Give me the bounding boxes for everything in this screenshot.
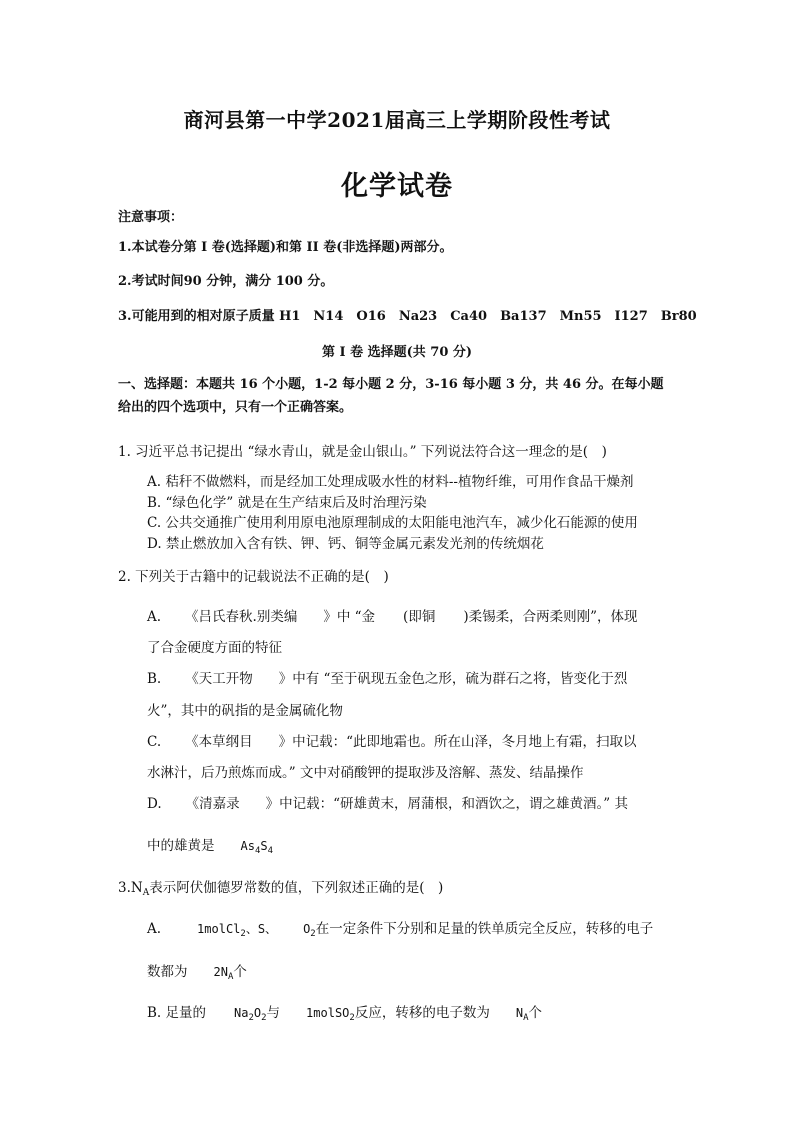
option-text: 》中 “金: [323, 609, 376, 625]
book-title: 《本草纲目: [185, 734, 253, 750]
question-2-option-b: [147, 667, 627, 687]
chemical-formula: $2N_A$: [213, 965, 234, 982]
option-text: 数都为: [147, 964, 188, 980]
book-title: 《天工开物: [185, 671, 253, 687]
section-instruction-1: 一、选择题：本题共 16 个小题，1-2 每小题 2 分，3-16 每小题 3 分，共 46 分。在每小题: [118, 377, 664, 392]
question-2-option-a: [147, 605, 638, 625]
question-1-option-b: B. “绿色化学” 就是在生产结束后及时治理污染: [147, 495, 427, 511]
question-2-option-b-cont: 火”，其中的矾指的是金属硫化物: [147, 703, 343, 719]
notes-heading: 注意事项：: [118, 210, 184, 225]
option-text: 中的雄黄是: [147, 838, 215, 854]
question-1-option-d: D. 禁止燃放加入含有铁、钾、钙、铜等金属元素发光剂的传统烟花: [147, 536, 544, 552]
option-label: C.: [147, 734, 162, 750]
question-2-option-d: [147, 792, 628, 812]
chemical-formula: $Na_2O_2$: [234, 1006, 267, 1023]
question-2-option-c-cont: 水淋汁，后乃煎炼而成。” 文中对硝酸钾的提取涉及溶解、蒸发、结晶操作: [147, 765, 584, 781]
question-3-option-a-cont: [147, 960, 247, 982]
chemical-formula: $N_A$: [515, 1006, 529, 1023]
option-text: 》中有 “至于矾现五金色之形，硫为群石之将，皆变化于烈: [278, 671, 628, 687]
section-title: 第 I 卷 选择题(共 70 分): [321, 345, 473, 360]
option-text: 》中记载：“研雄黄末，屑蒲根，和酒饮之，谓之雄黄酒。” 其: [265, 796, 628, 812]
chemical-formula: $O_2$: [303, 922, 316, 939]
chemical-formula: 1molCl$_2$、S、: [197, 922, 278, 939]
option-text: 》中记载：“此即地霜也。所在山泽，冬月地上有霜，扫取以: [278, 734, 637, 750]
option-text: )柔锡柔，合两柔则刚”，体现: [463, 609, 638, 625]
note-item-2: 2.考试时间90 分钟，满分 100 分。: [118, 274, 334, 289]
option-label: A.: [147, 609, 162, 625]
section-instruction-2: 给出的四个选项中，只有一个正确答案。: [118, 400, 353, 415]
option-text: 在一定条件下分别和足量的铁单质完全反应，转移的电子: [315, 921, 654, 937]
chemical-formula: $As_4S_4$: [240, 839, 274, 856]
question-1-option-a: A. 秸秆不做燃料，而是经加工处理成吸水性的材料--植物纤维，可用作食品干燥剂: [147, 474, 634, 490]
exam-title: 商河县第一中学2021届高三上学期阶段性考试: [183, 108, 611, 132]
subject-title: 化学试卷: [341, 171, 453, 202]
option-text: 个: [528, 1005, 542, 1021]
note-item-3: 3.可能用到的相对原子质量 H1 N14 O16 Na23 Ca40 Ba137 Mn55 I127 Br80: [118, 309, 697, 324]
question-3-option-a: [147, 917, 653, 939]
option-text: (即铜: [403, 609, 436, 625]
question-2-stem: 2. 下列关于古籍中的记载说法不正确的是( ): [118, 569, 389, 585]
question-1-stem: 1. 习近平总书记提出 “绿水青山，就是金山银山。” 下列说法符合这一理念的是( ): [118, 444, 607, 460]
question-2-option-a-cont: 了合金硬度方面的特征: [147, 640, 282, 656]
option-text: 个: [233, 964, 247, 980]
question-1-option-c: C. 公共交通推广使用利用原电池原理制成的太阳能电池汽车，减少化石能源的使用: [147, 515, 638, 531]
question-3-option-b: [147, 1001, 542, 1023]
option-label: B. 足量的: [147, 1005, 207, 1021]
chemical-formula: 1molSO$_2$: [306, 1006, 355, 1023]
option-label: B.: [147, 671, 162, 687]
book-title: 《吕氏春秋.别类编: [185, 609, 298, 625]
note-item-1: 1.本试卷分第 I 卷(选择题)和第 II 卷(非选择题)两部分。: [118, 240, 453, 255]
question-3-stem: $3.N_A$表示阿伏伽德罗常数的值，下列叙述正确的是( ): [118, 880, 444, 898]
option-label: A.: [147, 921, 162, 937]
book-title: 《清嘉录: [185, 796, 240, 812]
question-2-option-c: [147, 730, 637, 750]
option-text: 与: [266, 1005, 281, 1021]
question-2-option-d-cont: [147, 834, 273, 856]
option-label: D.: [147, 796, 162, 812]
option-text: 反应，转移的电子数为: [354, 1005, 490, 1021]
